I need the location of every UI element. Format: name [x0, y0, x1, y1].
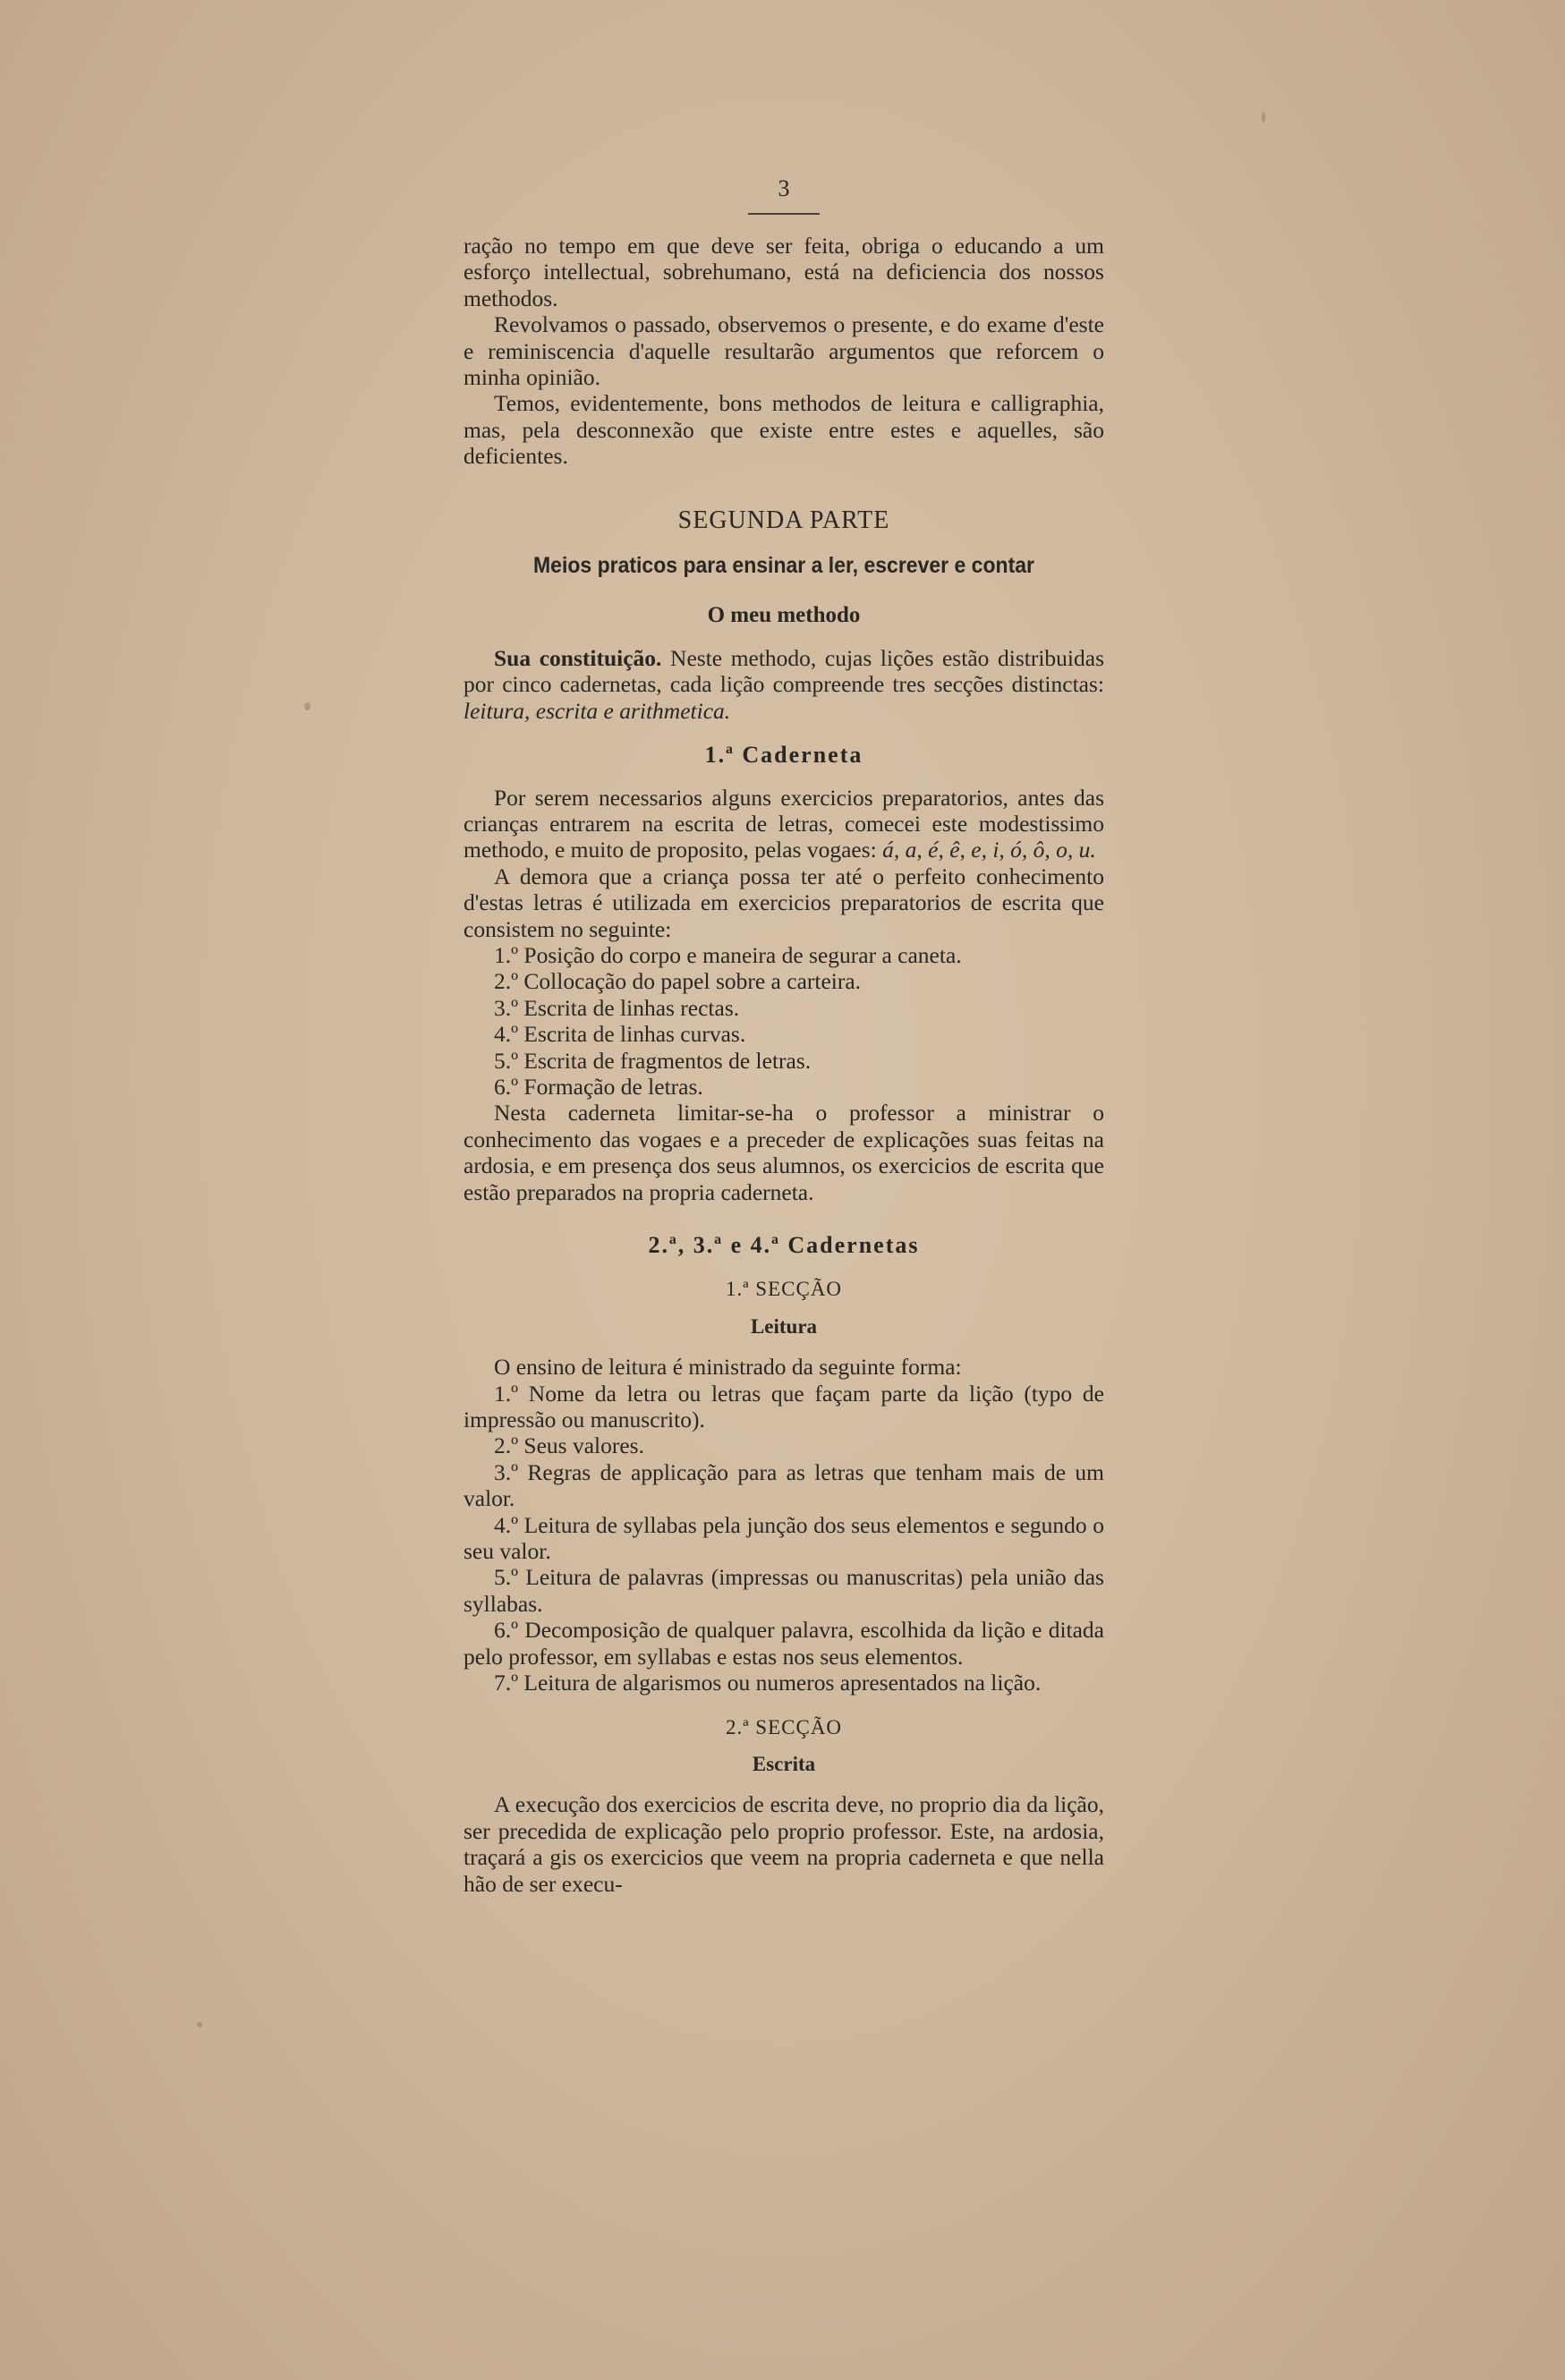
intro-paragraph-3: Temos, evidentemente, bons methodos de leitura e calligraphia, mas, pela desconnexão que existe entre estes e aquelles, são deficientes. — [464, 390, 1104, 470]
document-page — [464, 175, 1104, 1897]
list-item: 1.º Nome da letra ou letras que façam parte da lição (typo de impressão ou manuscrito). — [464, 1380, 1104, 1433]
section-1-label: 1.ª SECÇÃO — [725, 1278, 843, 1301]
paper-spot — [304, 702, 310, 710]
caderneta-1-paragraph-1 — [464, 785, 1104, 863]
constitution-text: Neste methodo, cujas lições estão distribuidas por cinco cadernetas, cada lição compreende tres secções distinctas: — [464, 644, 1104, 698]
list-item: 6.º Formação de letras. — [494, 1073, 703, 1100]
paper-spot — [1262, 112, 1265, 123]
vowels-list: á, a, é, ê, e, i, ó, ô, o, u. — [882, 837, 1096, 863]
caderneta-1-title: 1.ª Caderneta — [704, 742, 863, 769]
list-item: 4.º Leitura de syllabas pela junção dos seus elementos e segundo o seu valor. — [464, 1511, 1104, 1565]
caderneta-1-paragraph-2: A demora que a criança possa ter até o perfeito conhecimento d'estas letras é utilizada em exercicios preparatorios de escrita que consistem no seguinte: — [464, 863, 1104, 942]
intro-paragraph-2: Revolvamos o passado, observemos o presente, e do exame d'este e reminiscencia d'aquelle resultarão argumentos que reforcem o minha opinião. — [464, 311, 1104, 391]
list-item: 3.º Regras de applicação para as letras que tenham mais de um valor. — [464, 1458, 1104, 1512]
list-item: 6.º Decomposição de qualquer palavra, escolhida da lição e ditada pelo professor, em syllabas e estas nos seus elementos. — [464, 1617, 1104, 1670]
constitution-label: Sua constituição. — [494, 644, 662, 671]
list-item: 7.º Leitura de algarismos ou numeros apresentados na lição. — [494, 1670, 1042, 1696]
caderneta-1-paragraph-3: Nesta caderneta limitar-se-ha o professor a ministrar o conhecimento das vogaes e a preceder de explicações suas feitas na ardosia, e em presença dos seus alumnos, os exercicios de escrita que estão preparados na propria caderneta. — [464, 1100, 1104, 1205]
part-title: SEGUNDA PARTE — [677, 506, 890, 534]
section-2-heading: Escrita — [752, 1752, 816, 1775]
constitution-paragraph — [464, 645, 1104, 724]
writing-paragraph: A execução dos exercicios de escrita deve, no proprio dia da lição, ser precedida de explicação pelo proprio professor. Este, na ardosia, traçará a gis os exercicios que veem na propria caderneta e que nella hão de ser execu- — [464, 1791, 1104, 1897]
list-item: 5.º Leitura de palavras (impressas ou manuscritas) pela união das syllabas. — [464, 1564, 1104, 1617]
page-number: 3 — [464, 175, 1104, 202]
list-item: 2.º Collocação do papel sobre a carteira. — [494, 968, 862, 995]
list-item: 5.º Escrita de fragmentos de letras. — [494, 1047, 812, 1074]
method-title: O meu methodo — [707, 603, 861, 628]
list-item: 2.º Seus valores. — [494, 1432, 644, 1459]
constitution-sections: leitura, escrita e arithmetica. — [464, 697, 731, 724]
caderneta-2-3-4-title: 2.ª, 3.ª e 4.ª Cadernetas — [648, 1232, 920, 1258]
section-2-label: 2.ª SECÇÃO — [725, 1715, 843, 1738]
list-item: 4.º Escrita de linhas curvas. — [494, 1021, 746, 1048]
intro-paragraph-1: ração no tempo em que deve ser feita, obriga o educando a um esforço intellectual, sobrehumano, está na deficiencia dos nossos methodos. — [464, 233, 1104, 311]
reading-steps-list — [464, 1381, 1104, 1696]
reading-intro: O ensino de leitura é ministrado da seguinte forma: — [494, 1354, 962, 1381]
list-item: 1.º Posição do corpo e maneira de segurar a caneta. — [494, 941, 962, 968]
caderneta-1-paragraph-1-text: Por serem necessarios alguns exercicios preparatorios, antes das crianças entrarem na escrita de letras, comecei este modestissimo methodo, e muito de proposito, pelas vogaes: — [464, 784, 1104, 863]
part-subtitle: Meios praticos para ensinar a ler, escrever e contar — [533, 553, 1034, 579]
section-1-heading: Leitura — [750, 1314, 818, 1338]
caderneta-1-exercise-list — [464, 942, 1104, 1100]
list-item: 3.º Escrita de linhas rectas. — [494, 994, 740, 1021]
paper-spot — [197, 2022, 202, 2027]
